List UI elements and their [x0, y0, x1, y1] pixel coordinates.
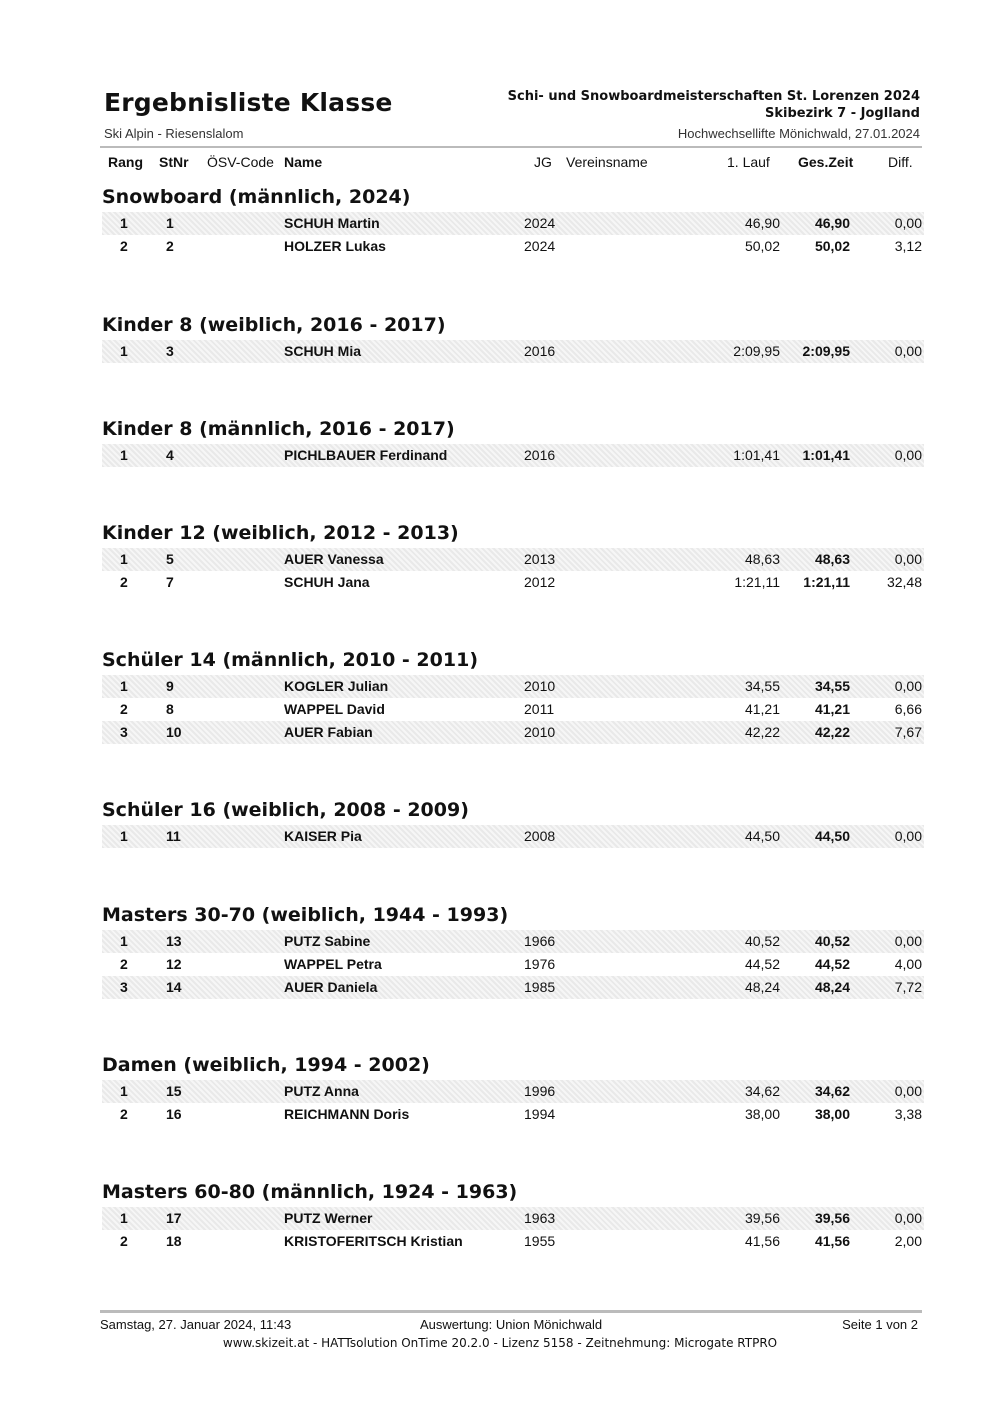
category-title: Masters 30-70 (weiblich, 1944 - 1993) [102, 904, 509, 926]
time-diff: 0,00 [894, 447, 922, 463]
athlete-name: PUTZ Werner [284, 1210, 373, 1226]
total-time: 34,62 [814, 1083, 850, 1099]
birth-year-cell: 1955 [524, 1233, 556, 1249]
athlete-name: WAPPEL Petra [284, 956, 382, 972]
time-diff: 0,00 [894, 343, 922, 359]
time-diff: 7,67 [894, 724, 922, 740]
time-diff: 0,00 [894, 1210, 922, 1226]
run1-time: 2:09,95 [733, 343, 780, 359]
bib-cell: 12 [166, 956, 182, 972]
time-diff: 7,72 [894, 979, 922, 995]
time-diff: 0,00 [894, 678, 922, 694]
athlete-name: SCHUH Mia [284, 343, 362, 359]
col-rang: Rang [108, 154, 143, 170]
birth-year-cell: 2011 [524, 701, 555, 717]
page-title: Ergebnisliste Klasse [104, 88, 393, 117]
run1-time: 40,52 [744, 933, 780, 949]
category-section [102, 182, 924, 258]
birth-year-cell: 2008 [524, 828, 556, 844]
athlete-name: WAPPEL David [284, 701, 385, 717]
athlete-name: KAISER Pia [284, 828, 362, 844]
run1-time: 46,90 [744, 215, 780, 231]
run1-time: 48,24 [744, 979, 780, 995]
birth-year-cell: 2013 [524, 551, 556, 567]
total-time: 38,00 [814, 1106, 850, 1122]
run1-time: 48,63 [744, 551, 780, 567]
venue-date: Hochwechsellifte Mönichwald, 27.01.2024 [677, 126, 920, 141]
bib-cell: 14 [166, 979, 182, 995]
result-row [102, 444, 924, 467]
birth-year-cell: 2024 [524, 238, 556, 254]
rank-cell: 1 [120, 1210, 128, 1226]
run1-time: 44,50 [744, 828, 780, 844]
category-title: Kinder 8 (weiblich, 2016 - 2017) [102, 314, 446, 336]
bib-cell: 7 [166, 574, 174, 590]
birth-year-cell: 2024 [524, 215, 556, 231]
birth-year-cell: 1966 [524, 933, 556, 949]
run1-time: 50,02 [744, 238, 780, 254]
run1-time: 41,21 [744, 701, 780, 717]
bib-cell: 8 [166, 701, 174, 717]
category-section [102, 795, 924, 848]
athlete-name: AUER Vanessa [284, 551, 384, 567]
result-row [102, 571, 924, 594]
result-row [102, 1080, 924, 1103]
athlete-name: KOGLER Julian [284, 678, 389, 694]
category-section [102, 310, 924, 363]
result-row [102, 721, 924, 744]
col-oesv-code: ÖSV-Code [207, 154, 274, 170]
result-row [102, 340, 924, 363]
result-row [102, 1230, 924, 1253]
bib-cell: 13 [166, 933, 182, 949]
rank-cell: 1 [120, 828, 128, 844]
rank-cell: 1 [120, 343, 128, 359]
col-name: Name [284, 154, 323, 170]
run1-time: 34,62 [744, 1083, 780, 1099]
bib-cell: 10 [166, 724, 182, 740]
total-time: 39,56 [814, 1210, 850, 1226]
col-lauf1: 1. Lauf [727, 154, 770, 170]
athlete-name: PUTZ Sabine [284, 933, 371, 949]
run1-time: 41,56 [744, 1233, 780, 1249]
bib-cell: 5 [166, 551, 174, 567]
birth-year-cell: 2010 [524, 724, 556, 740]
result-row [102, 1207, 924, 1230]
rank-cell: 1 [120, 215, 128, 231]
result-row [102, 1103, 924, 1126]
athlete-name: AUER Fabian [284, 724, 373, 740]
event-name: Schi- und Snowboardmeisterschaften St. Lorenzen 2024 [507, 89, 920, 104]
time-diff: 32,48 [886, 574, 922, 590]
athlete-name: KRISTOFERITSCH Kristian [284, 1233, 463, 1249]
category-title: Schüler 16 (weiblich, 2008 - 2009) [102, 799, 469, 821]
bib-cell: 9 [166, 678, 174, 694]
time-diff: 6,66 [894, 701, 922, 717]
run1-time: 1:01,41 [733, 447, 780, 463]
rank-cell: 1 [120, 1083, 128, 1099]
header-divider [100, 146, 922, 148]
category-title: Masters 60-80 (männlich, 1924 - 1963) [102, 1181, 518, 1203]
birth-year-cell: 2016 [524, 447, 556, 463]
total-time: 48,24 [814, 979, 850, 995]
total-time: 2:09,95 [802, 343, 850, 359]
result-row [102, 698, 924, 721]
birth-year-cell: 2010 [524, 678, 556, 694]
total-time: 41,56 [814, 1233, 850, 1249]
col-diff: Diff. [888, 154, 913, 170]
rank-cell: 1 [120, 678, 128, 694]
result-row [102, 548, 924, 571]
birth-year-cell: 1994 [524, 1106, 556, 1122]
total-time: 44,52 [814, 956, 850, 972]
col-gesamtzeit: Ges.Zeit [798, 154, 854, 170]
time-diff: 3,12 [894, 238, 922, 254]
category-section [102, 1177, 924, 1253]
run1-time: 39,56 [744, 1210, 780, 1226]
category-title: Schüler 14 (männlich, 2010 - 2011) [102, 649, 479, 671]
footer-divider [100, 1310, 922, 1313]
print-datetime: Samstag, 27. Januar 2024, 11:43 [100, 1317, 292, 1332]
time-diff: 4,00 [894, 956, 922, 972]
bib-cell: 4 [166, 447, 174, 463]
software-credit: www.skizeit.at - HATTsolution OnTime 20.2.0 - Lizenz 5158 - Zeitnehmung: Microgate RTPRO [222, 1336, 778, 1350]
run1-time: 38,00 [744, 1106, 780, 1122]
bib-cell: 11 [166, 828, 181, 844]
run1-time: 42,22 [744, 724, 780, 740]
athlete-name: HOLZER Lukas [284, 238, 386, 254]
birth-year-cell: 1996 [524, 1083, 556, 1099]
total-time: 40,52 [814, 933, 850, 949]
birth-year-cell: 1976 [524, 956, 556, 972]
result-row [102, 235, 924, 258]
event-district: Skibezirk 7 - Joglland [764, 106, 920, 121]
rank-cell: 2 [120, 574, 128, 590]
athlete-name: AUER Daniela [284, 979, 378, 995]
category-title: Damen (weiblich, 1994 - 2002) [102, 1054, 430, 1076]
category-section [102, 518, 924, 594]
discipline-label: Ski Alpin - Riesenslalom [104, 126, 244, 141]
athlete-name: PUTZ Anna [284, 1083, 359, 1099]
rank-cell: 2 [120, 956, 128, 972]
result-row [102, 825, 924, 848]
birth-year-cell: 2016 [524, 343, 556, 359]
rank-cell: 2 [120, 1106, 128, 1122]
athlete-name: PICHLBAUER Ferdinand [284, 447, 448, 463]
category-section [102, 900, 924, 999]
col-stnr: StNr [159, 154, 189, 170]
time-diff: 2,00 [894, 1233, 922, 1249]
category-section [102, 645, 924, 744]
category-title: Kinder 8 (männlich, 2016 - 2017) [102, 418, 455, 440]
birth-year-cell: 1963 [524, 1210, 556, 1226]
category-title: Snowboard (männlich, 2024) [102, 186, 411, 208]
time-diff: 0,00 [894, 1083, 922, 1099]
athlete-name: SCHUH Martin [284, 215, 380, 231]
run1-time: 34,55 [744, 678, 780, 694]
athlete-name: SCHUH Jana [284, 574, 370, 590]
rank-cell: 2 [120, 1233, 128, 1249]
time-diff: 0,00 [894, 551, 922, 567]
rank-cell: 1 [120, 933, 128, 949]
bib-cell: 15 [166, 1083, 182, 1099]
time-diff: 0,00 [894, 215, 922, 231]
rank-cell: 3 [120, 724, 128, 740]
run1-time: 1:21,11 [734, 574, 780, 590]
rank-cell: 1 [120, 551, 128, 567]
rank-cell: 2 [120, 238, 128, 254]
run1-time: 44,52 [744, 956, 780, 972]
bib-cell: 16 [166, 1106, 182, 1122]
bib-cell: 17 [166, 1210, 182, 1226]
category-title: Kinder 12 (weiblich, 2012 - 2013) [102, 522, 459, 544]
total-time: 1:01,41 [802, 447, 850, 463]
rank-cell: 2 [120, 701, 128, 717]
col-jg: JG [534, 154, 552, 170]
rank-cell: 1 [120, 447, 128, 463]
bib-cell: 2 [166, 238, 174, 254]
total-time: 1:21,11 [803, 574, 850, 590]
rank-cell: 3 [120, 979, 128, 995]
result-row [102, 675, 924, 698]
bib-cell: 1 [166, 215, 174, 231]
time-diff: 0,00 [894, 933, 922, 949]
bib-cell: 3 [166, 343, 174, 359]
time-diff: 3,38 [894, 1106, 922, 1122]
total-time: 41,21 [814, 701, 850, 717]
category-section [102, 1050, 924, 1126]
result-row [102, 953, 924, 976]
category-section [102, 414, 924, 467]
total-time: 42,22 [814, 724, 850, 740]
total-time: 44,50 [814, 828, 850, 844]
time-diff: 0,00 [894, 828, 922, 844]
bib-cell: 18 [166, 1233, 182, 1249]
result-row [102, 212, 924, 235]
birth-year-cell: 1985 [524, 979, 556, 995]
total-time: 50,02 [814, 238, 850, 254]
total-time: 46,90 [814, 215, 850, 231]
col-vereinsname: Vereinsname [566, 154, 648, 170]
athlete-name: REICHMANN Doris [284, 1106, 410, 1122]
total-time: 34,55 [814, 678, 850, 694]
birth-year-cell: 2012 [524, 574, 556, 590]
total-time: 48,63 [814, 551, 850, 567]
page-number: Seite 1 von 2 [842, 1317, 918, 1332]
evaluation-label: Auswertung: Union Mönichwald [420, 1317, 603, 1332]
event-info [508, 88, 920, 122]
result-row [102, 930, 924, 953]
result-row [102, 976, 924, 999]
